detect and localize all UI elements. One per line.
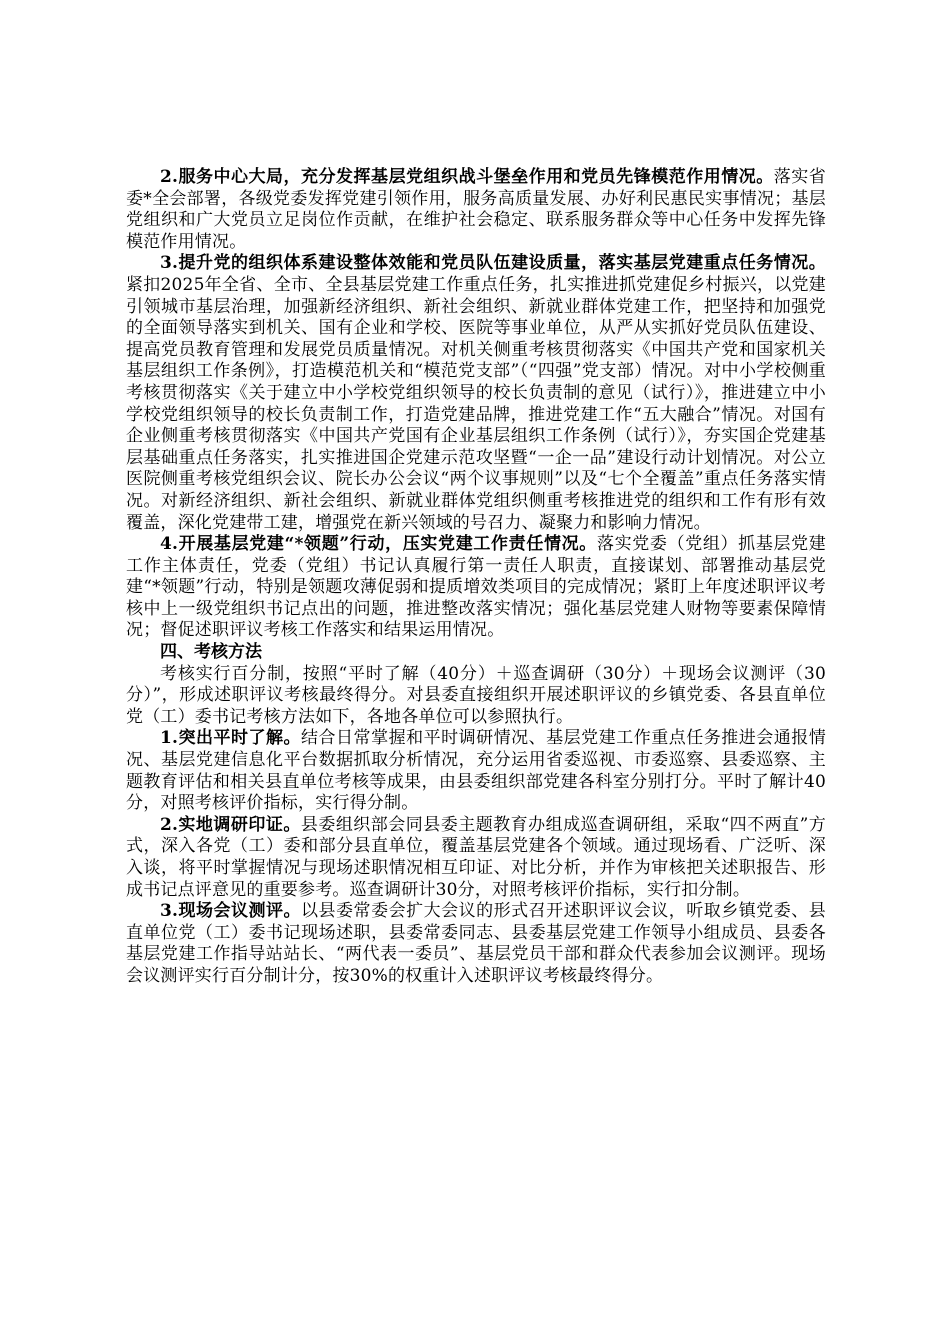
item-3-title: 3.提升党的组织体系建设整体效能和党员队伍建设质量，落实基层党建重点任务情况。 [160,253,826,274]
item-4-title: 4.开展基层党建“*领题”行动，压实党建工作责任情况。 [160,534,597,555]
method-intro-body: 考核实行百分制，按照“平时了解（40分）＋巡查调研（30分）＋现场会议测评（30分）”，形成述职评议考核最终得分。对县委直接组织开展述职评议的乡镇党委、各县直单位党（工）委书记考核方法如下，各地各单位可以参照执行。 [126,663,826,727]
item-3-body: 紧扣2025年全省、全市、全县基层党建工作重点任务，扎实推进抓党建促乡村振兴，以党建引领城市基层治理，加强新经济组织、新社会组织、新就业群体党建工作，把坚持和加强党的全面领导落实到机关、国有企业和学校、医院等事业单位，从严从实抓好党员队伍建设、提高党员教育管理和发展党员质量情况。对机关侧重考核贯彻落实《中国共产党和国家机关基层组织工作条例》，打造模范机关和“模范党支部”（“四强”党支部）情况。对中小学校侧重考核贯彻落实《关于建立中小学校党组织领导的校长负责制的意见（试行）》，推进建立中小学校党组织领导的校长负责制工作，打造党建品牌，推进党建工作“五大融合”情况。对国有企业侧重考核贯彻落实《中国共产党国有企业基层组织工作条例（试行）》，夯实国企党建基层基础重点任务落实，扎实推进国企党建示范攻坚暨“一企一品”建设行动计划情况。对公立医院侧重考核党组织会议、院长办公会议“两个议事规则”以及“七个全覆盖”重点任务落实情况。对新经济组织、新社会组织、新就业群体党组织侧重考核推进党的组织和工作有形有效覆盖，深化党建带工建，增强党在新兴领域的号召力、凝聚力和影响力情况。 [126,274,826,533]
method-2-title: 2.实地调研印证。 [160,814,301,835]
paragraph-method-intro [126,664,826,729]
paragraph-item-4 [126,534,826,642]
paragraph-item-3 [126,253,826,534]
paragraph-method-2 [126,815,826,901]
paragraph-method-1 [126,728,826,814]
paragraph-method-3 [126,901,826,987]
item-4-body: 落实党委（党组）抓基层党建工作主体责任，党委（党组）书记认真履行第一责任人职责，直接谋划、部署推动基层党建“*领题”行动，特别是领题攻薄促弱和提质增效类项目的完成情况；紧盯上年度述职评议考核中上一级党组织书记点出的问题，推进整改落实情况；强化基层党建人财物等要素保障情况；督促述职评议考核工作落实和结果运用情况。 [126,534,827,641]
method-1-title: 1.突出平时了解。 [160,728,302,749]
document-page [126,167,826,988]
method-2-body: 县委组织部会同县委主题教育办组成巡查调研组，采取“四不两直”方式，深入各党（工）委和部分县直单位，覆盖基层党建各个领域。通过现场看、广泛听、深入谈，将平时掌握情况与现场述职情况相互印证、对比分析，并作为审核把关述职报告、形成书记点评意见的重要参考。巡查调研计30分，对照考核评价指标，实行扣分制。 [126,814,826,900]
section-heading-assessment-method: 四、考核方法 [160,642,262,663]
paragraph-item-2 [126,167,826,253]
item-2-body: 落实省委*全会部署，各级党委发挥党建引领作用，服务高质量发展、办好利民惠民实事情况；基层党组织和广大党员立足岗位作贡献，在维护社会稳定、联系服务群众等中心任务中发挥先锋模范作用情况。 [126,167,826,252]
item-2-title: 2.服务中心大局，充分发挥基层党组织战斗堡垒作用和党员先锋模范作用情况。 [160,167,774,187]
method-3-body: 以县委常委会扩大会议的形式召开述职评议会议，听取乡镇党委、县直单位党（工）委书记现场述职，县委常委同志、县委基层党建工作领导小组成员、县委各基层党建工作指导站站长、“两代表一委员”、基层党员干部和群众代表参加会议测评。现场会议测评实行百分制计分，按30%的权重计入述职评议考核最终得分。 [126,901,827,986]
method-1-body: 结合日常掌握和平时调研情况、基层党建工作重点任务推进会通报情况、基层党建信息化平台数据抓取分析情况，充分运用省委巡视、市委巡察、县委巡察、主题教育评估和相关县直单位考核等成果，由县委组织部党建各科室分别打分。平时了解计40分，对照考核评价指标，实行得分制。 [126,728,827,814]
method-3-title: 3.现场会议测评。 [160,901,302,922]
